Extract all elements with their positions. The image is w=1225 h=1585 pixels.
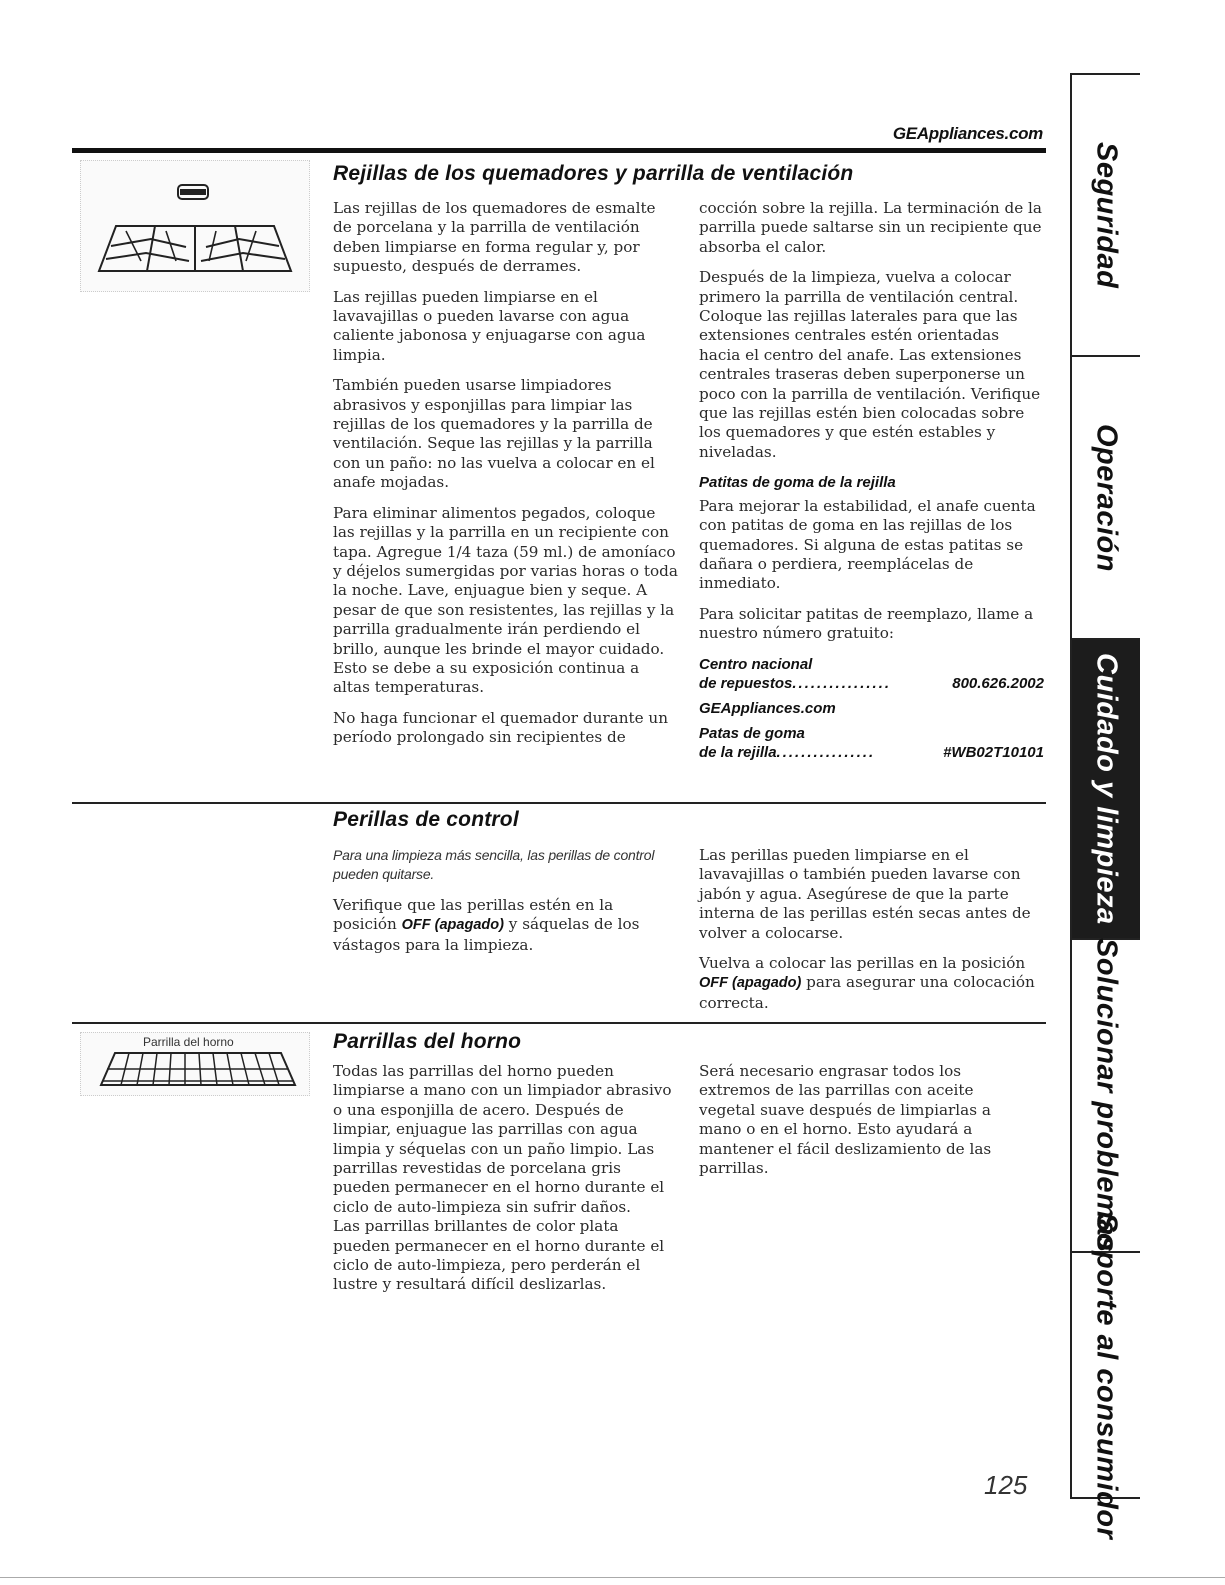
oven-rack-illustration <box>80 1032 310 1096</box>
page-number: 125 <box>984 1470 1028 1500</box>
cooktop-grates-drawing <box>81 161 309 291</box>
section-title-racks: Parrillas del horno <box>333 1030 522 1053</box>
parts-info <box>699 655 1044 762</box>
parts-feet-label: Patas de goma <box>699 724 805 742</box>
section-title-knobs: Perillas de control <box>333 808 519 831</box>
header-rule <box>72 148 1046 153</box>
knobs-left-column <box>333 846 673 966</box>
paragraph: Las rejillas pueden limpiarse en el lavavajillas o pueden lavarse con agua caliente jabonosa y enjuagarse con agua limpia. <box>333 287 646 364</box>
grates-left-column <box>333 199 678 759</box>
paragraph: Para mejorar la estabilidad, el anafe cuenta con patitas de goma en las rejillas de los quemadores. Si alguna de estas patitas se dañara o perdiera, reemplácelas de inmediato. <box>699 496 1036 593</box>
paragraph: Las perillas pueden limpiarse en el lavavajillas o también pueden lavarse con jabón y agua. Asegúrese de que la parte interna de las perillas estén secas antes de volver a colocarse. <box>699 846 1031 942</box>
tab-soporte-al-consumidor[interactable]: Soporte al consumidor <box>1090 1212 1123 1540</box>
parts-center-label-2: de repuestos <box>699 674 793 692</box>
paragraph: Vuelva a colocar las perillas en la posición OFF (apagado) para asegurar una colocación correcta. <box>699 954 1035 1012</box>
off-label: OFF (apagado) <box>401 917 504 934</box>
racks-right-column <box>699 1062 999 1189</box>
paragraph: Después de la limpieza, vuelva a colocar primero la parrilla de ventilación central. Coloque las rejillas laterales para que las extensiones centrales estén orientadas hacia el centro del anafe. Las extensiones centrales traseras deben superponerse un poco con la parrilla de ventilación. Verifique que las rejillas estén bien colocadas sobre los quemadores y que estén estables y niveladas. <box>699 268 1041 461</box>
tab-seguridad[interactable]: Seguridad <box>1072 75 1140 357</box>
paragraph: Para eliminar alimentos pegados, coloque las rejillas y la parrilla en un recipiente con tapa. Agregue 1/4 taza (59 ml.) de amoníaco y déjelos sumergidas por varias horas o toda la noche. Lave, enjuague bien y seque. A pesar de que son resistentes, las rejillas y la parrilla gradualmente irán perdiendo el brillo, aunque les brinde el mayor cuidado. Esto se debe a su exposición continua a altas temperaturas. <box>333 503 678 697</box>
section-divider <box>72 1022 1046 1024</box>
paragraph: Será necesario engrasar todos los extremos de las parrillas con aceite vegetal suave después de limpiarlas a mano o en el horno. Esto ayudará a mantener el fácil deslizamiento de las parrillas. <box>699 1062 992 1178</box>
racks-left-column <box>333 1062 678 1306</box>
tab-solucionar-problemas[interactable]: Solucionar problemas <box>1072 940 1140 1253</box>
page-edge <box>0 1577 1225 1578</box>
tab-cuidado-y-limpieza[interactable]: Cuidado y limpieza <box>1072 640 1140 940</box>
section-tabs <box>1070 73 1140 1540</box>
paragraph: Las parrillas brillantes de color plata pueden permanecer en el horno durante el ciclo de auto-limpieza, pero perderán el lustre y resultará difícil deslizarlas. <box>333 1217 665 1294</box>
section-divider <box>72 802 1046 804</box>
knobs-note: Para una limpieza más sencilla, las perillas de control pueden quitarse. <box>333 847 655 883</box>
subheading-rubber-feet: Patitas de goma de la rejilla <box>699 474 896 492</box>
site-url: GEAppliances.com <box>892 124 1043 143</box>
paragraph: Todas las parrillas del horno pueden limpiarse a mano con un limpiador abrasivo o una esponjilla de acero. Después de limpiar, enjuague las parrillas con agua limpia y séquelas con un paño limpio. Las parrillas revestidas de porcelana gris pueden permanecer en el horno durante el ciclo de auto-limpieza sin sufrir daños. <box>333 1062 672 1216</box>
paragraph: No haga funcionar el quemador durante un período prolongado sin recipientes de <box>333 708 668 747</box>
leader-dots: ................ <box>792 674 892 692</box>
parts-phone: 800.626.2002 <box>952 674 1044 692</box>
parts-feet-label-2: de la rejilla <box>699 743 777 761</box>
leader-dots: ................ <box>776 743 876 761</box>
cooktop-grates-illustration <box>80 160 310 292</box>
parts-center-label: Centro nacional <box>699 655 813 673</box>
paragraph: cocción sobre la rejilla. La terminación de la parrilla puede saltarse sin un recipiente que absorba el calor. <box>699 199 1042 256</box>
paragraph: Para solicitar patitas de reemplazo, llame a nuestro número gratuito: <box>699 604 1034 643</box>
section-title-grates: Rejillas de los quemadores y parrilla de ventilación <box>333 162 854 185</box>
off-label: OFF (apagado) <box>699 975 802 992</box>
paragraph: Las rejillas de los quemadores de esmalte de porcelana y la parrilla de ventilación deben limpiarse en forma regular y, por supuesto, después de derrames. <box>333 199 656 276</box>
knobs-right-column <box>699 846 1044 1024</box>
parts-number: #WB02T10101 <box>943 743 1044 761</box>
paragraph: Verifique que las perillas estén en la posición OFF (apagado) y sáquelas de los vástagos para la limpieza. <box>333 895 640 954</box>
oven-rack-label: Parrilla del horno <box>143 1035 234 1049</box>
parts-site: GEAppliances.com <box>699 699 836 717</box>
grates-right-column <box>699 199 1044 768</box>
paragraph: También pueden usarse limpiadores abrasivos y esponjillas para limpiar las rejillas de los quemadores y la parrilla de ventilación. Seque las rejillas y la parrilla con un paño: no las vuelva a colocar en el anafe mojadas. <box>333 376 655 492</box>
tab-operacion[interactable]: Operación <box>1072 357 1140 640</box>
